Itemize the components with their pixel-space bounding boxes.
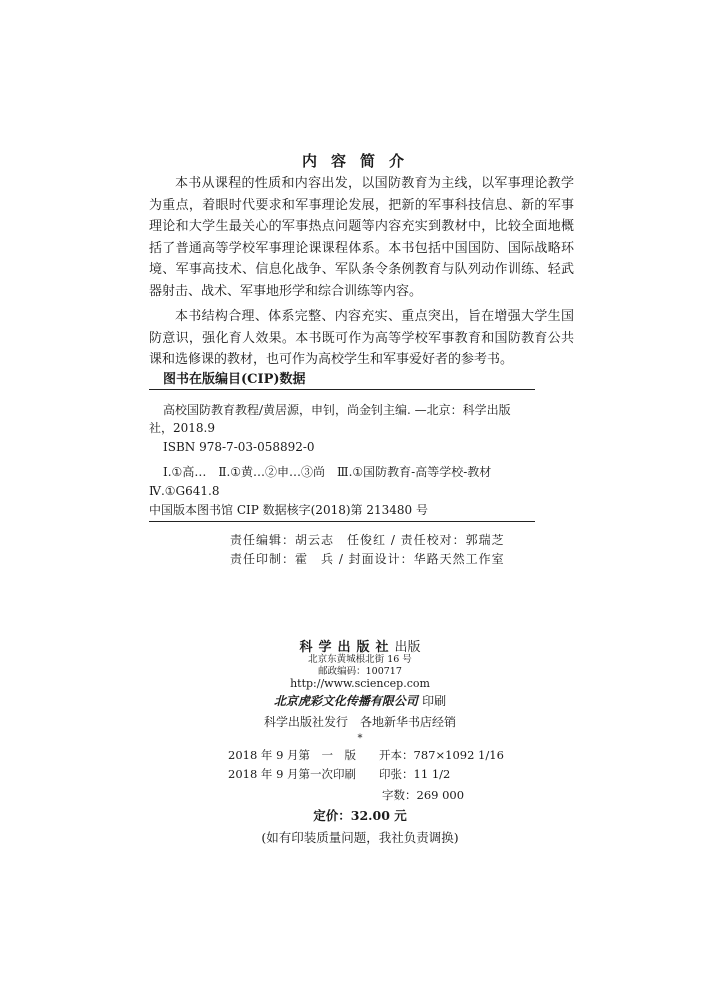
cip-classification: Ⅳ.①G641.8 (149, 484, 220, 498)
credits-line-1: 责任编辑：胡云志 任俊红 / 责任校对：郭瑞芝 (230, 533, 505, 547)
cip-top-rule (149, 389, 535, 390)
distribution-line: 科学出版社发行 各地新华书店经销 (263, 715, 456, 729)
edition-line-1: 2018 年 9 月第 一 版 开本：787×1092 1/16 (228, 748, 504, 762)
summary-paragraph-2: 本书结构合理、体系完整、内容充实、重点突出，旨在增强大学生国防意识，强化育人效果。本书既可作为高等学校军事教育和国防教育公共课和选修课的教材，也可作为高校学生和军事爱好者的参考书。 (149, 309, 574, 367)
printer-line (0, 692, 720, 709)
publisher-suffix: 出版 (394, 640, 421, 655)
cip-line-1: 高校国防教育教程/黄居源，申钊，尚金钊主编. —北京：科学出版 (163, 403, 511, 417)
separator-star: * (357, 733, 363, 744)
word-count: 字数：269 000 (382, 788, 465, 802)
publisher-postcode: 邮政编码：100717 (318, 666, 402, 677)
publisher-name: 科学出版社 (299, 640, 395, 655)
cip-heading: 图书在版编目(CIP)数据 (163, 372, 306, 387)
summary-title: 内容简介 (301, 152, 418, 170)
summary-body (149, 173, 574, 375)
printer-suffix: 印刷 (422, 694, 447, 708)
cip-subjects: Ⅰ.①高… Ⅱ.①黄…②申…③尚 Ⅲ.①国防教育-高等学校-教材 (163, 465, 492, 479)
cip-line-2: 社，2018.9 (149, 421, 215, 435)
printer-name: 北京虎彩文化传播有限公司 (273, 694, 418, 708)
publisher-website: http://www.sciencep.com (290, 677, 430, 690)
cip-isbn: ISBN 978-7-03-058892-0 (163, 440, 315, 454)
edition-line-2: 2018 年 9 月第一次印刷 印张：11 1/2 (228, 767, 451, 781)
summary-paragraph-1: 本书从课程的性质和内容出发，以国防教育为主线，以军事理论教学为重点，着眼时代要求和军事理论发展，把新的军事科技信息、新的军事理论和大学生最关心的军事热点问题等内容充实到教材中，比较全面地概括了普通高等学校军事理论课课程体系。本书包括中国国防、国际战略环境、军事高技术、信息化战争、军队条令条例教育与队列动作训练、轻武器射击、战术、军事地形学和综合训练等内容。 (149, 176, 574, 299)
publisher-address: 北京东黄城根北街 16 号 (308, 654, 412, 665)
cip-record: 中国版本图书馆 CIP 数据核字(2018)第 213480 号 (149, 503, 428, 517)
quality-notice: (如有印装质量问题，我社负责调换) (261, 830, 459, 845)
credits-line-2: 责任印制：霍 兵 / 封面设计：华路天然工作室 (230, 552, 505, 566)
price: 定价：32.00 元 (313, 808, 407, 823)
cip-bottom-rule (149, 521, 535, 522)
